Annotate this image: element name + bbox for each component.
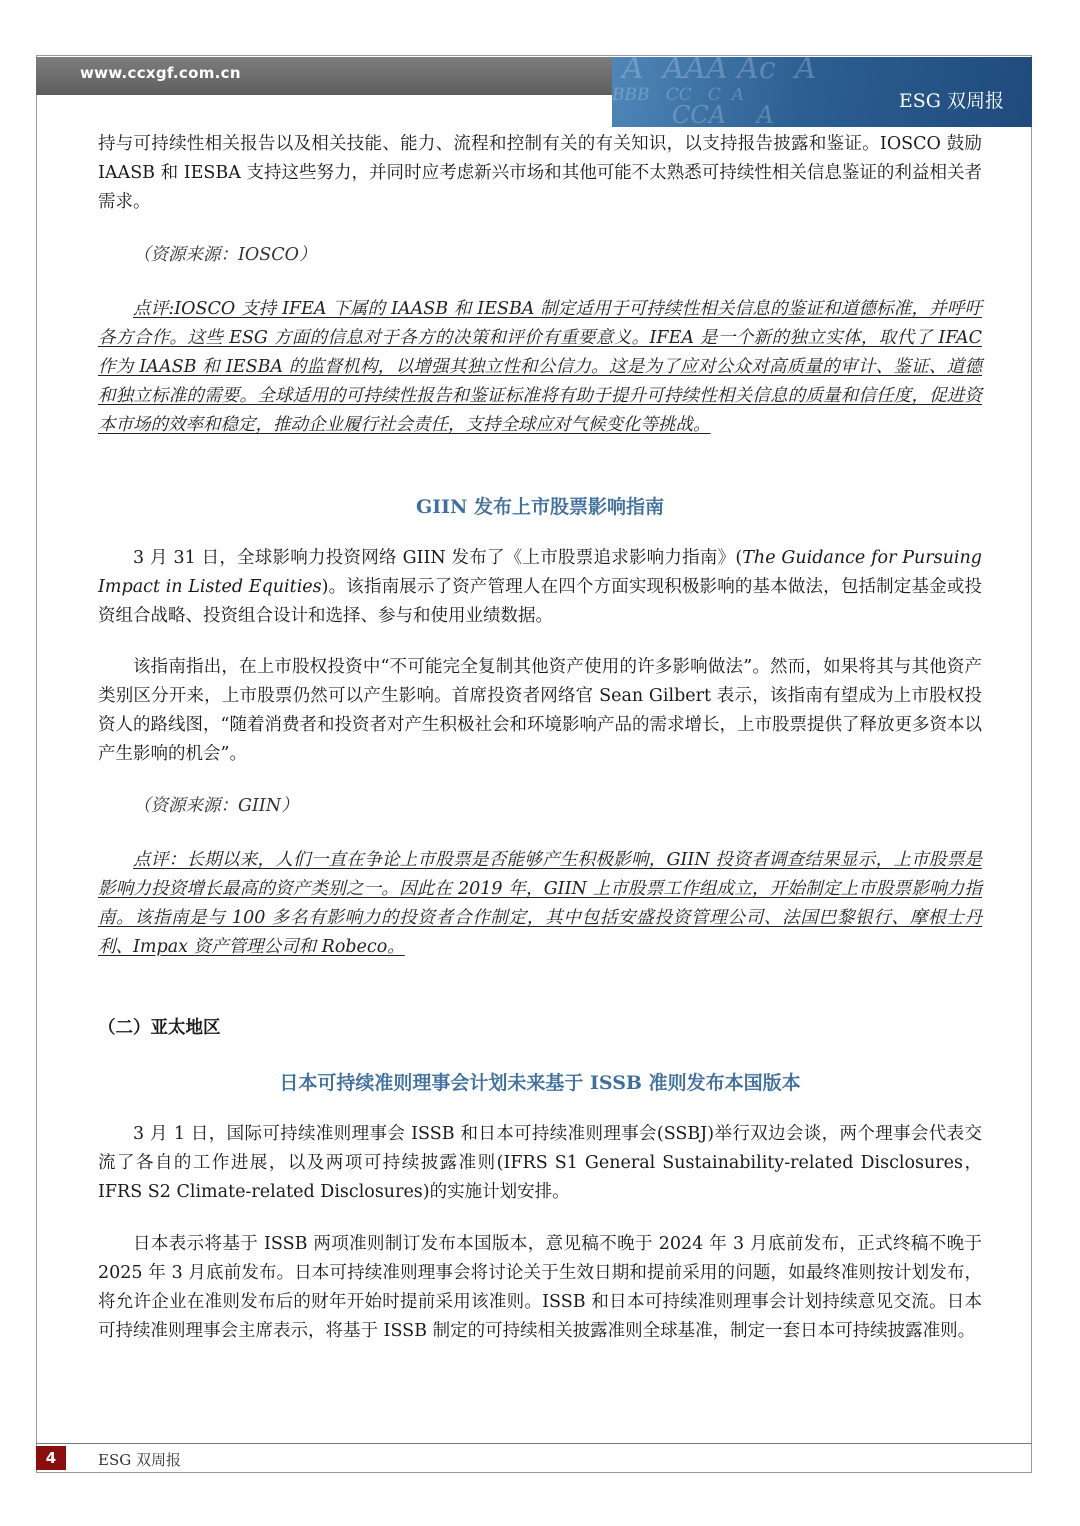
source-text: （资源来源：GIIN）	[133, 796, 299, 816]
section-heading: GIIN 发布上市股票影响指南	[416, 496, 664, 518]
article-body	[98, 1230, 982, 1346]
footer-title: ESG 双周报	[98, 1451, 181, 1469]
comment-text: 点评:IOSCO 支持 IFEA 下属的 IAASB 和 IESBA 制定适用于可持续性相关信息的鉴证和道德标准，并呼吁各方合作。这些 ESG 方面的信息对于各方的决策和评价有重要意义。IFEA 是一个新的独立实体，取代了 IFAC 作为 IAASB 和 IESBA 的监督机构，以增强其独立性和公信力。这是为了应对公众对高质量的审计、鉴证、道德和独立标准的需要。全球适用的可持续性报告和鉴证标准将有助于提升可持续性相关信息的质量和信任度，促进资本市场的效率和稳定，推动企业履行社会责任，支持全球应对气候变化等挑战。	[98, 299, 982, 435]
banner-decoration: A AAA Ac A	[622, 57, 817, 86]
article-body	[98, 1120, 982, 1207]
banner-decoration: BBB CC C A	[612, 85, 745, 105]
paragraph: 3 月 1 日，国际可持续准则理事会 ISSB 和日本可持续准则理事会(SSBJ)举行双边会谈，两个理事会代表交流了各自的工作进展，以及两项可持续披露准则(IFRS S1 General Sustainability-related Disclosures，IFRS S2 Climate-related Disclosures)的实施计划安排。	[98, 1124, 982, 1202]
paragraph: 该指南指出，在上市股权投资中“不可能完全复制其他资产使用的许多影响做法”。然而，如果将其与其他资产类别区分开来，上市股票仍然可以产生影响。首席投资者网络官 Sean Gilbert 表示，该指南有望成为上市股权投资人的路线图，“随着消费者和投资者对产生积极社会和环境影响产品的需求增长，上市股票提供了释放更多资本以产生影响的机会”。	[98, 657, 982, 764]
banner-decoration: CCA A	[672, 101, 774, 127]
paragraph: 3 月 31 日，全球影响力投资网络 GIIN 发布了《上市股票追求影响力指南》(The Guidance for Pursuing Impact in Listed Equities)。该指南展示了资产管理人在四个方面实现积极影响的基本做法，包括制定基金或投资组合战略、投资组合设计和选择、参与和使用业绩数据。	[98, 548, 982, 626]
comment-block	[98, 295, 982, 440]
source-note	[98, 241, 982, 270]
article-body	[98, 653, 982, 769]
article-body	[98, 130, 982, 217]
subsection-title: （二）亚太地区	[98, 1018, 221, 1038]
source-note	[98, 792, 982, 821]
page-number: 4	[36, 1446, 66, 1470]
paragraph: 日本表示将基于 ISSB 两项准则制订发布本国版本，意见稿不晚于 2024 年 3 月底前发布，正式终稿不晚于 2025 年 3 月底前发布。日本可持续准则理事会将讨论关于生效日期和提前采用的问题，如最终准则按计划发布，将允许企业在准则发布后的财年开始时提前采用该准则。ISSB 和日本可持续准则理事会计划持续意见交流。日本可持续准则理事会主席表示，将基于 ISSB 制定的可持续相关披露准则全球基准，制定一套日本可持续披露准则。	[98, 1234, 982, 1341]
site-url[interactable]: www.ccxgf.com.cn	[80, 64, 241, 82]
comment-text: 点评：长期以来，人们一直在争论上市股票是否能够产生积极影响，GIIN 投资者调查结果显示，上市股票是影响力投资增长最高的资产类别之一。因此在 2019 年，GIIN 上市股票工作组成立，开始制定上市股票影响力指南。该指南是与 100 多名有影响力的投资者合作制定，其中包括安盛投资管理公司、法国巴黎银行、摩根士丹利、Impax 资产管理公司和 Robeco。	[98, 850, 982, 957]
paragraph: 持与可持续性相关报告以及相关技能、能力、流程和控制有关的有关知识，以支持报告披露和鉴证。IOSCO 鼓励 IAASB 和 IESBA 支持这些努力，并同时应考虑新兴市场和其他可能不太熟悉可持续性相关信息鉴证的利益相关者需求。	[98, 134, 982, 212]
article-body	[98, 544, 982, 631]
footer-divider	[36, 1443, 1032, 1444]
section-heading: 日本可持续准则理事会计划未来基于 ISSB 准则发布本国版本	[279, 1072, 801, 1094]
newsletter-title: ESG 双周报	[898, 90, 1004, 112]
source-text: （资源来源：IOSCO）	[133, 245, 317, 265]
comment-block	[98, 846, 982, 962]
